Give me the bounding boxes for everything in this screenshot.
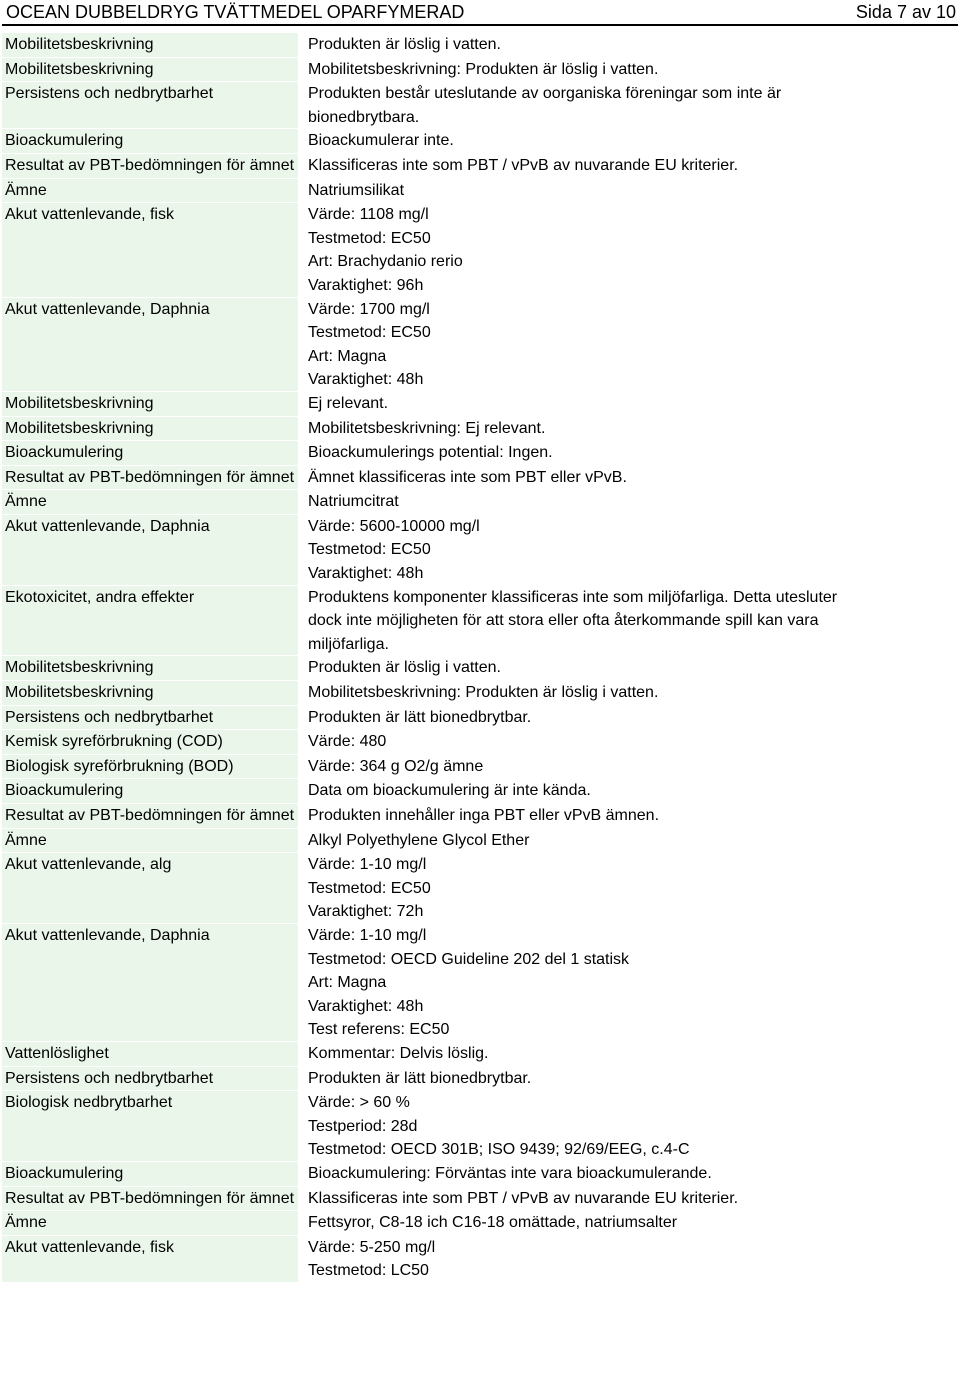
value-line: Produkten är löslig i vatten.: [308, 659, 501, 677]
table-row: [0, 1211, 960, 1236]
table-row: [0, 779, 960, 804]
row-value: [304, 179, 960, 204]
row-label: Mobilitetsbeskrivning: [2, 417, 298, 441]
value-line: Klassificeras inte som PBT / vPvB av nuvarande EU kriterier.: [308, 1189, 739, 1207]
row-value: [304, 1236, 960, 1283]
row-value: [304, 924, 960, 1042]
value-line: Varaktighet: 96h: [308, 276, 424, 294]
value-line: Bioackumulerar inte.: [308, 132, 454, 150]
row-label: Resultat av PBT-bedömningen för ämnet: [2, 804, 298, 828]
value-line: Mobilitetsbeskrivning: Produkten är löslig i vatten.: [308, 60, 659, 78]
table-row: [0, 298, 960, 392]
value-line: Testmetod: OECD Guideline 202 del 1 statisk: [308, 950, 630, 968]
value-line: Data om bioackumulering är inte kända.: [308, 782, 591, 800]
table-row: [0, 1091, 960, 1162]
value-line: Klassificeras inte som PBT / vPvB av nuvarande EU kriterier.: [308, 156, 739, 174]
row-value: [304, 681, 960, 706]
table-row: [0, 755, 960, 780]
row-label: Resultat av PBT-bedömningen för ämnet: [2, 466, 298, 490]
row-label: Bioackumulering: [2, 779, 298, 803]
table-row: [0, 466, 960, 491]
value-line: Varaktighet: 72h: [308, 903, 424, 921]
row-label: Ekotoxicitet, andra effekter: [2, 586, 298, 656]
value-line: Värde: 364 g O2/g ämne: [308, 757, 484, 775]
value-line: Mobilitetsbeskrivning: Produkten är löslig i vatten.: [308, 684, 659, 702]
document-title: OCEAN DUBBELDRYG TVÄTTMEDEL OPARFYMERAD: [6, 2, 465, 22]
table-row: [0, 392, 960, 417]
table-row: [0, 924, 960, 1042]
document-header: [2, 0, 958, 26]
value-line: Mobilitetsbeskrivning: Ej relevant.: [308, 419, 546, 437]
table-row: [0, 1067, 960, 1092]
row-value: [304, 1067, 960, 1092]
row-label: Resultat av PBT-bedömningen för ämnet: [2, 1187, 298, 1211]
table-row: [0, 203, 960, 297]
row-value: [304, 656, 960, 681]
row-label: Mobilitetsbeskrivning: [2, 681, 298, 705]
row-label: Kemisk syreförbrukning (COD): [2, 730, 298, 754]
value-line: Art: Brachydanio rerio: [308, 253, 463, 271]
row-label: Akut vattenlevande, fisk: [2, 1236, 298, 1282]
row-label: Akut vattenlevande, Daphnia: [2, 515, 298, 585]
value-line: Testmetod: LC50: [308, 1262, 429, 1280]
value-line: Test referens: EC50: [308, 1021, 450, 1039]
row-label: Bioackumulering: [2, 441, 298, 465]
page-number: Sida 7 av 10: [855, 2, 956, 22]
table-row: [0, 515, 960, 586]
row-label: Akut vattenlevande, alg: [2, 853, 298, 923]
value-line: Testmetod: EC50: [308, 541, 431, 559]
value-line: Produkten är lätt bionedbrytbar.: [308, 708, 532, 726]
table-row: [0, 129, 960, 154]
value-line: Värde: 1-10 mg/l: [308, 926, 427, 944]
value-line: Produktens komponenter klassificeras inte som miljöfarliga. Detta utesluter: [308, 588, 838, 606]
value-line: Art: Magna: [308, 974, 387, 992]
table-row: [0, 829, 960, 854]
row-label: Ämne: [2, 490, 298, 514]
value-line: Värde: 1108 mg/l: [308, 206, 429, 224]
row-value: [304, 441, 960, 466]
value-line: Värde: 1-10 mg/l: [308, 856, 427, 874]
value-line: Varaktighet: 48h: [308, 565, 424, 583]
row-label: Akut vattenlevande, Daphnia: [2, 298, 298, 391]
value-line: Kommentar: Delvis löslig.: [308, 1044, 489, 1062]
row-label: Mobilitetsbeskrivning: [2, 33, 298, 57]
row-value: [304, 129, 960, 154]
value-line: Testmetod: OECD 301B; ISO 9439; 92/69/EEG, c.4-C: [308, 1141, 690, 1159]
row-value: [304, 804, 960, 829]
value-line: Testmetod: EC50: [308, 229, 431, 247]
value-line: Värde: 480: [308, 733, 387, 751]
row-label: Mobilitetsbeskrivning: [2, 392, 298, 416]
table-row: [0, 1236, 960, 1283]
value-line: Produkten är löslig i vatten.: [308, 36, 501, 53]
row-label: Persistens och nedbrytbarhet: [2, 706, 298, 730]
row-value: [304, 1042, 960, 1067]
row-label: Bioackumulering: [2, 1162, 298, 1186]
value-line: Fettsyror, C8-18 ich C16-18 omättade, natriumsalter: [308, 1214, 678, 1232]
value-line: Värde: 5-250 mg/l: [308, 1238, 436, 1256]
table-row: [0, 853, 960, 924]
value-line: bionedbrytbara.: [308, 108, 420, 126]
value-line: Testmetod: EC50: [308, 879, 431, 897]
value-line: Ej relevant.: [308, 394, 389, 412]
row-value: [304, 586, 960, 657]
value-line: Natriumsilikat: [308, 181, 405, 199]
value-line: Bioackumulering: Förväntas inte vara bioackumulerande.: [308, 1164, 712, 1182]
row-value: [304, 392, 960, 417]
value-line: dock inte möjligheten för att stora eller ofta återkommande spill kan vara: [308, 612, 819, 630]
row-value: [304, 755, 960, 780]
table-row: [0, 1042, 960, 1067]
row-value: [304, 1211, 960, 1236]
row-value: [304, 706, 960, 731]
value-line: Värde: 1700 mg/l: [308, 300, 430, 318]
row-value: [304, 203, 960, 297]
table-row: [0, 82, 960, 129]
value-line: Testperiod: 28d: [308, 1117, 418, 1135]
table-row: [0, 441, 960, 466]
row-value: [304, 829, 960, 854]
row-label: Persistens och nedbrytbarhet: [2, 82, 298, 128]
value-line: Varaktighet: 48h: [308, 997, 424, 1015]
row-value: [304, 298, 960, 392]
row-value: [304, 490, 960, 515]
property-table: [0, 26, 960, 1283]
row-value: [304, 82, 960, 129]
table-row: [0, 656, 960, 681]
value-line: Produkten innehåller inga PBT eller vPvB ämnen.: [308, 807, 660, 824]
row-label: Ämne: [2, 179, 298, 203]
table-row: [0, 58, 960, 83]
value-line: Testmetod: EC50: [308, 324, 431, 342]
row-label: Vattenlöslighet: [2, 1042, 298, 1066]
table-row: [0, 706, 960, 731]
value-line: Varaktighet: 48h: [308, 371, 424, 389]
row-value: [304, 515, 960, 586]
row-label: Biologisk syreförbrukning (BOD): [2, 755, 298, 779]
value-line: Art: Magna: [308, 347, 387, 365]
table-row: [0, 1162, 960, 1187]
value-line: Värde: > 60 %: [308, 1094, 410, 1112]
value-line: Produkten är lätt bionedbrytbar.: [308, 1069, 532, 1087]
row-label: Bioackumulering: [2, 129, 298, 153]
row-value: [304, 466, 960, 491]
row-label: Mobilitetsbeskrivning: [2, 58, 298, 82]
row-value: [304, 779, 960, 804]
row-value: [304, 730, 960, 755]
row-value: [304, 33, 960, 58]
row-label: Ämne: [2, 1211, 298, 1235]
row-label: Persistens och nedbrytbarhet: [2, 1067, 298, 1091]
value-line: Bioackumulerings potential: Ingen.: [308, 444, 553, 462]
row-value: [304, 58, 960, 83]
table-row: [0, 33, 960, 58]
row-label: Ämne: [2, 829, 298, 853]
table-row: [0, 586, 960, 657]
table-row: [0, 681, 960, 706]
value-line: Värde: 5600-10000 mg/l: [308, 517, 480, 535]
row-value: [304, 1091, 960, 1162]
value-line: Natriumcitrat: [308, 493, 399, 511]
table-row: [0, 417, 960, 442]
row-label: Biologisk nedbrytbarhet: [2, 1091, 298, 1161]
row-label: Akut vattenlevande, fisk: [2, 203, 298, 296]
table-row: [0, 804, 960, 829]
table-row: [0, 730, 960, 755]
value-line: Ämnet klassificeras inte som PBT eller vPvB.: [308, 468, 627, 486]
row-value: [304, 1162, 960, 1187]
table-row: [0, 179, 960, 204]
row-value: [304, 1187, 960, 1212]
value-line: miljöfarliga.: [308, 635, 389, 653]
row-label: Akut vattenlevande, Daphnia: [2, 924, 298, 1041]
table-row: [0, 490, 960, 515]
row-label: Mobilitetsbeskrivning: [2, 656, 298, 680]
value-line: Alkyl Polyethylene Glycol Ether: [308, 831, 530, 849]
table-row: [0, 154, 960, 179]
value-line: Produkten består uteslutande av oorganiska föreningar som inte är: [308, 85, 782, 103]
row-value: [304, 154, 960, 179]
table-row: [0, 1187, 960, 1212]
row-label: Resultat av PBT-bedömningen för ämnet: [2, 154, 298, 178]
row-value: [304, 417, 960, 442]
row-value: [304, 853, 960, 924]
